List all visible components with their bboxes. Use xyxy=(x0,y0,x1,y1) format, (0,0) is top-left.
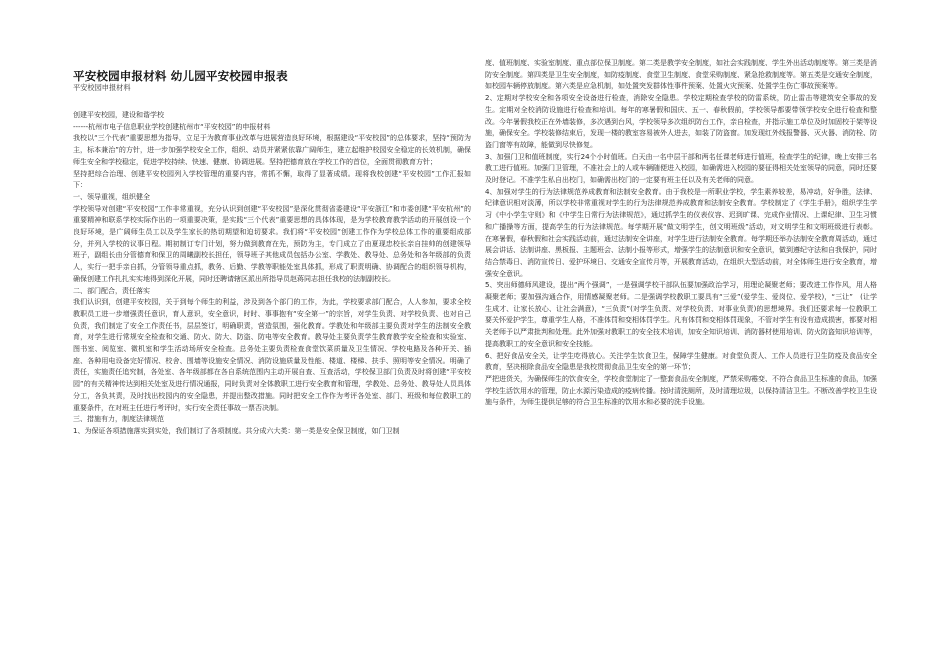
paragraph: 学校领导对创建“平安校园”工作非常重视，充分认识到创建“平安校园”是深化贯彻省委建设“平安浙江”和市委创建“平安杭州”的重要精神和联系学校实际作出的一项重要决策，是实践“三个代表”重要思想的具体体现，是为学校教育教学活动的开展创设一个良好环境，是广阔师生员工以及学生家长的热切期望和迫切要求。我们将“平安校园”创建工作作为学校总体工作的重要组成部分，并列入学校的议事日程。期初制订专门计划，努力做到教育在先，预防为主，专门成立了由夏现忠校长亲自挂帅的创建领导班子，副组长由分管德育和保卫的周曦副校长担任，领导班子其他成员包括办公室、学教处、教导处、总务处和各年级部的负责人，实行一把手亲自抓，分管领导重点抓，教务、后勤、学教等职能处室具体抓，形成了职责明确、协调配合的组织领导机构，确保创建工作扎扎实实地得到深化开展，同时还聘请辖区派出所指导员赵蒋同志担任我校的法制副校长。 xyxy=(73,204,471,283)
section-heading: 一、领导重视，组织健全 xyxy=(73,192,150,201)
left-column xyxy=(73,110,471,438)
paragraph: 3、加强门卫和值班制度，实行24个小时值班。白天由一名中层干部和两名任课老师进行值班，检查学生的纪律，晚上安排三名教工进行值班。加强门卫管理，不准社会上的人或车辆随便进入校园，如确需进入校园的要征得相关处室领导的同意，同时还要及时登记。不准学生私自出校门，如确需出校门的一定要有班主任以及有关老师的同意。 xyxy=(485,152,877,185)
paragraph: 我们认识到，创建平安校园，关于到每个师生的利益，涉及到各个部门的工作，为此，学校要求部门配合，人人参加，要求全校教职员工进一步增强责任意识，育人意识，安全意识，时时、事事抱有“安全第一”的宗旨，对学生负责、对学校负责、也对自己负责，我们制定了安全工作责任书，层层签订，明确职责，营造氛围，强化教育。学教处和年级部主要负责对学生的法制安全教育，对学生进行常规安全检查和交通、防火、防大、防盗、防电等安全教育。教导处主要负责学生教育教学安全检查和实验室、图书室、阅览室、微机室和学生活动场所安全检查。总务处主要负责检查食堂饮菜质量及卫生情况、学校电路及各种开关、插座、各种用电设备完好情况、校舍、围墙等设施安全情况、消防设施质量及性能、楼道、楼梯、扶手、照明等安全情况。明确了责任，实施责任追究制，各处室、各年级部都在各自系统范围内主动开展自查、互查活动，学校保卫部门负责及时将创建“平安校园”的有关精神传达到相关处室及进行情况通报，同时负责对全体教职工进行安全教育和管理，学教处、总务处、教导处人员具体分工，各负其责，及时找出校园内的安全隐患，并提出整改措施。同时把安全工作作为考评各处室、部门、班级和每位教职工的重要条件，在对班主任进行考评时，实行安全责任事故一票否决制。 xyxy=(73,298,471,412)
paragraph: 4、加强对学生的行为法律规范养成教育和法制安全教育。由于我校是一所职业学校，学生素养较差，易冲动，好争胜，法律、纪律意识相对淡薄，所以学校非常重视对学生的行为法律规范养成教育和法制安全教育。学校制定了《学生手册》，组织学生学习《中小学生守则》和《中学生日常行为法律规范》，通过抓学生的仪表仪容、迟到旷课、完成作业情况、上课纪律、卫生习惯和广播操等方面，提高学生的行为法律规范。每学期开展“做文明学生，创文明班级”活动，对文明学生和文明班级进行表彰。在寒暑假，春秋假和社会实践活动前，通过法制安全讲座，对学生进行法制安全教育。每学期还举办法制安全教育周活动，通过展会讲话、法制讲座、黑板报、主题班会、法制小报等形式，增强学生的法制意识和安全意识，做到遵纪守法和自我保护，同时结合禁毒日、消防宣传日、爱护环境日、交通安全宣传月等，开展教育活动，在组织大型活动前，对全体师生进行安全教育，增强安全意识。 xyxy=(485,187,877,278)
paragraph: 2、定期对学校安全和各项安全设备进行检查，消除安全隐患。学校定期检查学校的防雷系统，防止雷击等建筑安全事故的发生。定期对全校消防设施进行检查和培训。每年的寒暑假和国庆、五一、春秋假前，学校领导都要带领学校安全进行检查和整改。今年暑假我校正在外墙装修，多次遇到台风，学校领导多次组织防台工作，亲自检查，并指示施工单位及时加固校于架等设施，确保安全。学校装修结束后，发现一楼的教室容易被外人进去，如装了防盗窗。加发现红外线报警器、灭火器、消防栓、防盗门窗等有故障，能做到尽快修复。 xyxy=(485,94,877,149)
paragraph: 我校以“三个代表”重要思想为指导，立足于为教育事业改革与进展营造良好环境，根据建设“平安校园”的总体要求，坚持“预防为主，标本兼治”的方针，进一步加强学校安全工作，组织、动员并紧紧依靠广阔师生，建立起维护校园安全稳定的长效机制，确保师生安全和学校稳定，促进学校持续、快速、健康、协调进展。坚持把德育放在学校工作的首位，全面贯彻教育方针； xyxy=(73,134,471,166)
paragraph: 6、把好食品安全关，让学生吃得放心。关注学生饮食卫生，保障学生健康。对食堂负责人、工作人员进行卫生防疫及食品安全教育，坚决根除食品安全隐患是我校贯彻食品卫生安全的第一环节； xyxy=(485,351,877,372)
document-subtitle: 平安校园申报材料 xyxy=(73,83,131,92)
paragraph: 坚持把综合治理、创建平安校园列入学校管理的重要内容，常抓不懈，取得了显著成绩。现将我校创建“平安校园”工作汇报如下： xyxy=(73,169,471,190)
paragraph: ------杭州市电子信息职业学校创建杭州市“平安校园”的申报材料 xyxy=(73,122,271,131)
paragraph: 5、突出师德师风建设，提出“两个强调”，一是强调学校干部队伍要加强政治学习，用理论凝聚老师；要改进工作作风，用人格凝聚老师；要加强沟通合作，用情感凝聚老师。二是强调学校教职工要具有“三爱”(爱学生、爱岗位、爱学校)，“三让” (让学生成才、让家长放心、让社会满意)，“三负责”(对学生负责、对学校负责、对事业负责)的思想境界。我们还要求每一位教职工要关怀爱护学生，尊重学生人格，不准体罚和变相体罚学生。凡有体罚和变相体罚现象，不管对学生有没有造成损害，都要对相关老师予以严肃批判和处理。此外加强对教职工的安全技术培训，加安全知识培训、消防器材使用培训、防火防盗知识培训等，提高教职工的安全意识和安全技能。 xyxy=(485,281,877,348)
section-heading: 二、部门配合，责任落实 xyxy=(73,286,150,295)
paragraph: 创建平安校园，建设和谐学校 xyxy=(73,111,164,119)
paragraph: 1、为保证各项措施落实到实处，我们制订了各项制度。共分成六大类：第一类是安全保卫制度，如门卫制 xyxy=(73,426,400,435)
paragraph: 严把进货关，为确保师生的饮食安全，学校食堂制定了一整套食品安全制度，严禁采购霉变、不符合食品卫生标准的食品，加强学校生活饮用水的管理，防止水源污染造成的疫病传播。按时清洗厕所，及时清理垃圾，以保持清洁卫生。不断改善学校卫生设施与条件，为师生提供足够的符合卫生标准的饮用水和必要的洗手设施。 xyxy=(485,374,877,407)
paragraph: 度、值班制度、实验室制度、重点部位保卫制度。第二类是教学安全制度，如社会实践制度、学生外出活动制度等。第三类是消防安全制度。第四类是卫生安全制度，如防疫制度、食堂卫生制度、食堂采购制度、紧急抢救制度等。第五类是交通安全制度，如校园车辆停放制度。第六类是应急机制，如处置突发群体性事件预案、处置火灾预案、处置学生伤亡事故预案等。 xyxy=(485,59,877,91)
right-column xyxy=(485,58,877,409)
section-heading: 三、措施有力，制度法律规范 xyxy=(73,415,164,424)
document-title: 平安校园申报材料 幼儿园平安校园申报表 xyxy=(73,69,288,83)
